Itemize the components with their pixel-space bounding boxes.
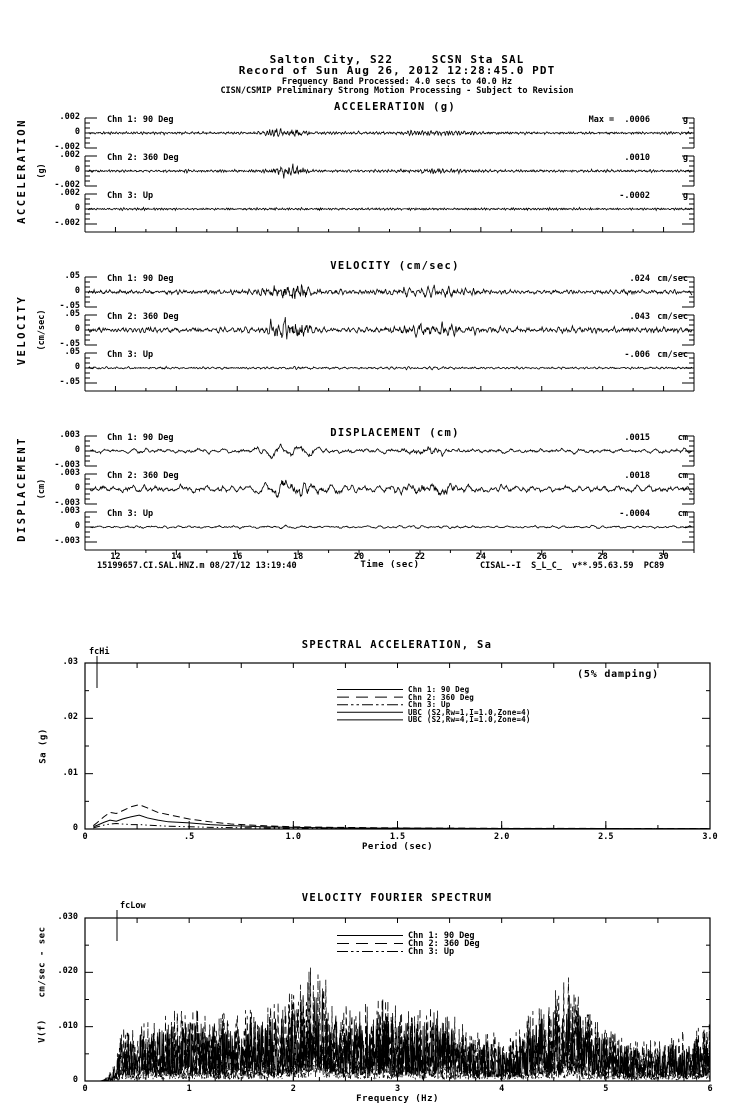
channel-label: Chn 2: 360 Deg [107,471,179,481]
max-unit: cm [677,433,688,443]
fourier-trace-1 [85,994,710,1081]
max-value: .043 [629,312,650,322]
ytick-label: 0 [74,362,80,372]
y-tick-label: .030 [57,912,78,922]
y-tick-label: 0 [72,823,78,833]
x-tick-label: .5 [184,832,195,842]
max-value: -.006 [624,350,650,360]
ytick-label: .002 [59,112,80,122]
fclow-label: fcLow [120,901,146,911]
ytick-label: .003 [59,430,80,440]
ytick-label: 0 [74,483,80,493]
x-tick-label: 2 [290,1084,296,1094]
ytick-label: 0 [74,521,80,531]
legend-label: Chn 3: Up [408,947,455,957]
velocity-title: VELOCITY (cm/sec) [330,260,460,272]
record-datetime: Record of Sun Aug 26, 2012 12:28:45.0 PDT [238,64,556,77]
max-value: -.0004 [619,509,650,519]
acceleration-axis-label: ACCELERATION [15,118,28,224]
legend-label: Chn 2: 360 Deg [408,692,475,702]
time-tick-label: 16 [232,552,243,562]
waveform-velocity-ch3 [87,366,692,370]
y-tick-label: .02 [62,712,78,723]
y-tick-label: 0 [72,1075,78,1085]
time-tick-label: 22 [414,552,426,562]
displacement-axis-label: DISPLACEMENT [15,436,28,542]
velocity-panel [85,274,694,391]
ytick-label: -.003 [54,536,80,546]
y-tick-label: .020 [57,966,78,977]
x-tick-label: 1.5 [389,832,406,842]
max-unit: cm [677,471,688,481]
max-value: Max = .0006 [588,115,650,125]
y-tick-label: .03 [62,657,78,667]
channel-label: Chn 3: Up [107,509,154,519]
ytick-label: .002 [59,188,80,198]
station-title: Salton City, S22 SCSN Sta SAL [269,53,525,66]
x-tick-label: 3.0 [702,832,718,842]
ytick-label: .05 [64,347,80,357]
x-tick-label: 1 [186,1084,192,1094]
max-value: -.0002 [619,191,650,201]
max-value: .0018 [624,471,650,481]
max-unit: g [682,153,688,163]
channel-label: Chn 2: 360 Deg [107,153,179,163]
legend-label: Chn 3: Up [408,700,451,710]
waveform-displacement-ch2 [87,480,692,497]
ytick-label: -.003 [54,460,80,470]
ytick-label: 0 [74,127,80,137]
max-unit: cm/sec [657,274,688,284]
ytick-label: 0 [74,324,80,334]
waveform-acceleration-ch2 [87,164,692,179]
fourier-trace-2 [85,968,710,1081]
ytick-label: .003 [59,506,80,516]
x-tick-label: 0 [82,1084,88,1094]
waveform-velocity-ch1 [87,285,692,299]
sa-x-axis-label: Period (sec) [361,842,434,852]
acceleration-panel [85,115,694,232]
ytick-label: -.002 [54,218,80,228]
spectral-acceleration-plot [85,656,710,829]
max-value: .024 [629,274,650,284]
time-tick-label: 12 [110,552,121,562]
channel-label: Chn 1: 90 Deg [107,274,174,284]
time-tick-label: 24 [475,552,486,562]
ytick-label: 0 [74,286,80,296]
acceleration-axis-unit: (g) [36,163,47,179]
sa-title: SPECTRAL ACCELERATION, Sa [301,639,493,651]
max-value: .0015 [624,433,650,443]
max-unit: g [682,191,688,201]
record-id-footer: 15199657.CI.SAL.HNZ.m 08/27/12 13:19:40 [97,561,297,571]
legend-label: Chn 2: 360 Deg [408,939,480,949]
legend-label: Chn 1: 90 Deg [408,685,470,694]
waveform-acceleration-ch1 [87,129,692,137]
max-unit: cm/sec [657,350,688,360]
ytick-label: -.05 [59,377,80,387]
legend-label: UBC (S2,Rw=4,I=1.0,Zone=4) [408,715,531,725]
channel-label: Chn 2: 360 Deg [107,312,179,322]
ytick-label: -.003 [54,498,80,508]
fourier-x-axis-label: Frequency (Hz) [356,1094,439,1104]
x-tick-label: 0 [82,832,88,842]
ytick-label: -.05 [59,301,80,311]
ytick-label: -.002 [54,142,80,152]
fchi-label: fcHi [89,647,110,657]
sa-y-axis-label: Sa (g) [38,728,49,764]
fourier-y-axis-label: V(f) [37,1019,48,1043]
x-tick-label: 2.5 [598,832,614,842]
acceleration-title: ACCELERATION (g) [334,101,456,113]
channel-label: Chn 3: Up [107,350,154,360]
fourier-title: VELOCITY FOURIER SPECTRUM [301,892,493,904]
x-tick-label: 3 [394,1084,401,1094]
time-tick-label: 28 [597,552,608,562]
legend-label: Chn 1: 90 Deg [408,931,475,941]
ytick-label: .002 [59,150,80,160]
waveform-acceleration-ch3 [87,208,692,211]
x-tick-label: 2.0 [493,832,510,842]
x-tick-label: 6 [707,1084,713,1094]
velocity-axis-unit: (cm/sec) [36,309,47,351]
processing-footer: CISAL--I S_L_C_ v**.95.63.59 PC89 [480,561,665,571]
y-tick-label: .010 [57,1020,78,1031]
waveform-displacement-ch1 [87,444,692,458]
waveform-displacement-ch3 [87,525,692,529]
sa-curve-2 [93,805,710,829]
y-tick-label: .01 [62,767,78,778]
ytick-label: .003 [59,468,80,478]
displacement-axis-unit: (cm) [36,478,47,500]
max-value: .0010 [624,153,650,163]
sa-curve-1 [93,815,710,829]
ytick-label: 0 [74,445,80,455]
x-tick-label: 4 [499,1084,505,1094]
legend-label: UBC (S2,Rw=1,I=1.0,Zone=4) [408,707,531,717]
x-tick-label: 1.0 [285,832,301,842]
ytick-label: 0 [74,203,80,213]
max-unit: cm/sec [657,312,688,322]
ytick-label: -.002 [54,180,80,190]
time-tick-label: 14 [171,552,182,562]
max-unit: cm [677,509,688,519]
ytick-label: -.05 [59,339,80,349]
fourier-y-axis-unit: cm/sec - sec [37,926,48,998]
velocity-axis-label: VELOCITY [15,294,28,366]
fourier-spectrum-plot [85,910,710,1081]
max-unit: g [682,115,688,125]
ytick-label: .05 [64,309,80,319]
time-tick-label: 20 [353,552,365,562]
frequency-band: Frequency Band Processed: 4.0 secs to 40.0 Hz [281,77,513,87]
ytick-label: .05 [64,271,80,281]
displacement-title: DISPLACEMENT (cm) [330,427,460,439]
channel-label: Chn 3: Up [107,191,154,201]
time-tick-label: 30 [658,552,669,562]
damping-annotation: (5% damping) [577,669,659,680]
time-axis-label: Time (sec) [360,560,420,570]
channel-label: Chn 1: 90 Deg [107,433,174,443]
time-tick-label: 26 [536,552,547,562]
time-tick-label: 18 [293,552,304,562]
ytick-label: 0 [74,165,80,175]
processing-note: CISN/CSMIP Preliminary Strong Motion Processing - Subject to Revision [220,86,574,96]
x-tick-label: 5 [603,1084,609,1094]
channel-label: Chn 1: 90 Deg [107,115,174,125]
